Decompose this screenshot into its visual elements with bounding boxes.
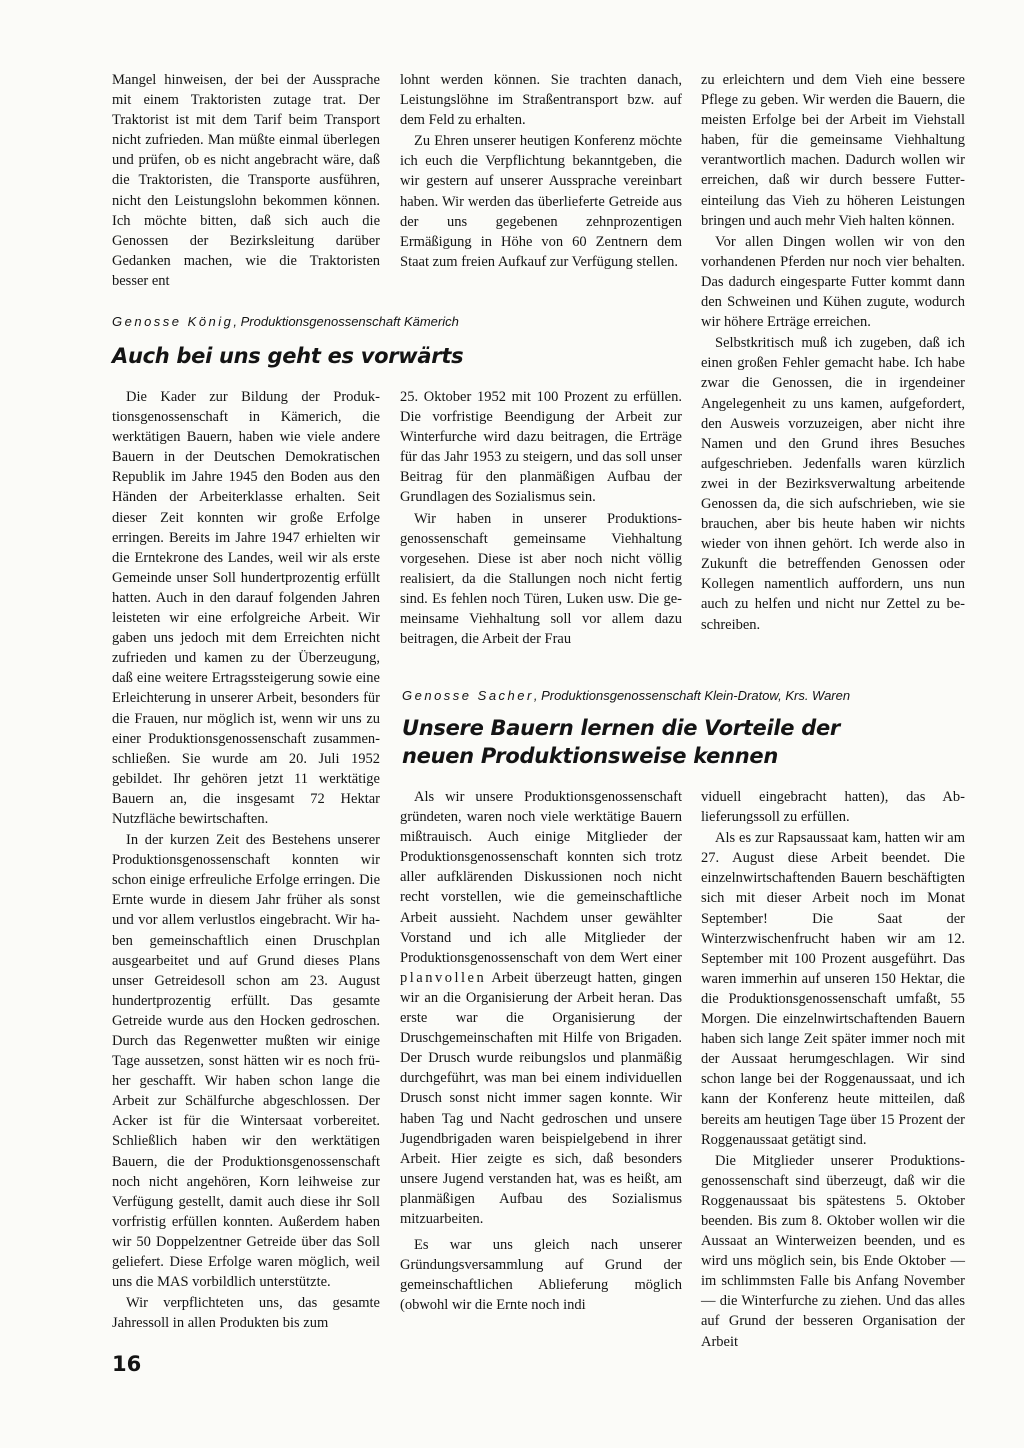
article1-column-2 [400, 387, 682, 649]
paragraph: Selbstkritisch muß ich zugeben, daß ich einen großen Fehler gemacht habe. Ich habe zwar die Genossen, die in irgendeiner Angelegenheit zu uns kamen, aufgefordert, den Ausweis vorzuzeigen, aber nicht ihre Namen und den Grund ihres Besuches aufgeschrieben. Jedenfalls waren kürzlich zwei in der Bezirksverwaltung arbeitende Genossen da, die sich aufschrieben, wie sie brauchen, aber bis heute haben wir nichts wieder von ihnen gehört. Ich werde also in Zukunft die betreffenden Genossen oder Kollegen namentlich auffordern, uns nun auch zu helfen und nicht nur Zettel zu beschreiben. [701, 335, 965, 633]
article1-column-3 [701, 70, 965, 635]
text-run: Arbeit überzeugt hatten, gingen wir an die Organisierung der Arbeit heran. Das erste war die Organisierung der Druschgemeinschaften mit Hilfe von Brigaden. Der Drusch wurde reibungslos und planmäßig durchgeführt, was man bei einem individuellen Drusch sonst nicht immer sagen konnte. Wir haben Tag und Nacht gedroschen und unsere Jugendbrigaden waren beispielgebend in ihrer Arbeit. Hier zeigte es sich, daß besonders unsere Jugend verstanden hat, was es heißt, am planmäßigen Aufbau des Sozialismus mitzuarbeiten. [400, 969, 682, 1227]
article2-column-2 [701, 787, 965, 1352]
paragraph: Die Kader zur Bildung der Produktionsgenossenschaft in Kämerich, die werktätigen Bauern, haben wie viele andere Bauern in der Deutschen Demokratischen Republik im Jahre 1945 den Boden aus den Händen der Arbeiterklasse erhalten. Seit dieser Zeit konnten wir große Erfolge erringen. Bereits im Jahre 1947 erhielten wir die Erntekrone des Landes, weil wir als erste Gemeinde unser Soll hundertprozentig erfüllt hatten. Auch in den darauf folgenden Jahren leisteten wir eine erfolgreiche Arbeit. Wir gaben uns jedoch mit dem Erreichten nicht zufrieden und kamen zu der Überzeugung, daß eine weitere Ertragssteigerung sowie eine Erleichterung in unserer Arbeit, besonders für die Frauen, nur möglich ist, wenn wir uns zu einer Produktionsgenossenschaft zusammenschließen. Sie wurde am 20. Juli 1952 gebildet. Ihr gehören jetzt 11 werktätige Bauern an, die insgesamt 72 Hektar Nutzfläche bewirtschaften. [112, 389, 380, 827]
emphasis-text: planvollen [400, 969, 487, 986]
paragraph: 25. Oktober 1952 mit 100 Prozent zu erfüllen. Die vorfristige Beendigung der Arbeit zur Winterfurche wird dazu beitragen, die Erträge für das Jahr 1953 zu steigern, und das soll unser Beitrag für den planmäßigen Aufbau der Grundlagen des Sozialismus sein. [400, 389, 682, 506]
paragraph: Wir haben in unserer Produktionsgenossenschaft gemeinsame Viehhaltung vorgesehen. Diese ist aber noch nicht völlig realisiert, da die Stallungen noch nicht fertig sind. Es fehlen noch Türen, Luken usw. Die gemeinsame Viehhaltung soll vor allem dazu beitragen, die Arbeit der Frau [400, 510, 682, 648]
article2-headline [402, 714, 840, 770]
paragraph [400, 1235, 682, 1315]
intro-column-1 [112, 70, 380, 291]
paragraph: Vor allen Dingen wollen wir von den vorhandenen Pferden nur noch vier behalten. Das dadurch eingesparte Futter kommt dann den Schweinen und Kühen zugute, wodurch wir höhere Erträge erreichen. [701, 233, 965, 331]
headline-line: neuen Produktionsweise kennen [402, 744, 778, 768]
article1-column-1 [112, 387, 380, 1333]
paragraph: Mangel hinweisen, der bei der Aussprache mit einem Traktoristen zutage trat. Der Traktorist ist mit dem Tarif beim Transport nicht zufrieden. Man müßte einmal überlegen und prüfen, ob es nicht angebracht wäre, daß die Traktoristen, die Transporte ausführen, nicht den Leistungslohn bekommen können. Ich möchte bitten, daß sich auch die Genossen der Bezirksleitung darüber Gedanken machen, wie die Traktoristen besser ent [112, 72, 380, 289]
headline-line: Unsere Bauern lernen die Vorteile der [402, 716, 840, 740]
article1-byline [112, 314, 459, 329]
article2-byline [402, 688, 850, 703]
intro-column-2 [400, 70, 682, 272]
author-org: , Produktionsgenossenschaft Kämerich [233, 314, 459, 329]
paragraph: Als es zur Rapsaussaat kam, hatten wir am 27. August diese Arbeit beendet. Die einzelnwirtschaftenden Bauern beschäftigten sich mit dieser Arbeit noch im Monat September! Die Saat der Winterzwischenfrucht haben wir am 12. September mit 100 Prozent ausgeführt. Das waren immerhin auf unseren 150 Hektar, die die Produktionsgenossenschaft umfaßt, 55 Morgen. Die einzelnwirtschaftenden Bauern haben sich lange Zeit später immer noch mit der Aussaat herumgeschlagen. Wir sind schon lange bei der Roggenaussaat, und ich kann der Konferenz heute mitteilen, daß bereits am heutigen Tage über 15 Prozent der Roggenaussaat getätigt sind. [701, 830, 965, 1148]
page-number: 16 [112, 1352, 142, 1376]
article1-headline: Auch bei uns geht es vorwärts [112, 344, 464, 368]
paragraph: Zu Ehren unserer heutigen Konferenz möchte ich euch die Verpflichtung bekanntgeben, die wir gestern auf unserer Aussprache vereinbart haben. Wir werden das überlieferte Getreide aus der uns gegebenen zehnprozentigen Ermäßigung in Höhe von 60 Zentnern dem Staat zum freien Aufkauf zur Verfügung stellen. [400, 133, 682, 270]
author-name: Genosse Sacher [402, 688, 534, 703]
article2-column-1 [400, 787, 682, 1315]
author-name: Genosse König [112, 314, 234, 329]
paragraph: In der kurzen Zeit des Bestehens unserer Produktionsgenossenschaft konnten wir schon einige erfreuliche Erfolge erringen. Die Ernte wurde in diesem Jahr früher als sonst und vor allem verlustlos eingebracht. Wir haben gemeinschaftlich einen Druschplan ausgearbeitet und auf Grund dieses Plans unser Getreidesoll schon am 23. August hundertprozentig erfüllt. Das gesamte Getreide wurde aus den Hocken gedroschen. Durch das Regenwetter mußten wir einige Tage aussetzen, sonst hätten wir es noch früher geschafft. Wir haben schon lange die Arbeit zur Schälfurche abgeschlossen. Der Acker ist für die Wintersaat vorbereitet. Schließlich haben wir den werktätigen Bauern, die der Produktionsgenossenschaft noch nicht angehören, Korn leihweise zur Verfügung gestellt, damit auch diese ihr Soll vorfristig erfüllen konnten. Außerdem haben wir 50 Doppelzentner Getreide über das Soll geliefert. Diese Erfolge waren möglich, weil uns die MAS vorbildlich unterstützte. [112, 832, 380, 1291]
text-run: Es war uns gleich nach unserer Gründungsversammlung auf Grund der gemeinschaftlichen Ablieferung möglich (obwohl wir die Ernte noch indi [400, 1237, 682, 1314]
paragraph: Wir verpflichteten uns, das gesamte Jahressoll in allen Produkten bis zum [112, 1295, 380, 1332]
paragraph: zu erleichtern und dem Vieh eine bessere Pflege zu geben. Wir werden die Bauern, die meisten Erfolge bei der Arbeit im Viehstall haben, für die gemeinsame Viehhaltung verantwortlich machen. Dadurch wollen wir erreichen, daß wir durch bessere Futtereinteilung das Vieh zu höheren Leistungen bringen und auch mehr Vieh halten können. [701, 72, 965, 229]
paragraph: Die Mitglieder unserer Produktionsgenossenschaft sind überzeugt, daß wir die Roggenaussaat bis spätestens 5. Oktober beenden. Bis zum 8. Oktober wollen wir die Aussaat an Winterweizen beenden, und es wird uns möglich sein, bis Ende Oktober — im schlimmsten Falle bis Anfang November — die Winterfurche zu ziehen. Und das alles auf Grund der besseren Organisation der Arbeit [701, 1152, 965, 1350]
author-org: , Produktionsgenossenschaft Klein-Dratow, Krs. Waren [533, 688, 851, 703]
text-run: Als wir unsere Produktionsgenossenschaft gründeten, waren noch viele werktätige Bauern mißtrauisch. Auch einige Mitglieder der Produktionsgenossenschaft konnten sich trotz aller aufklärenden Diskussionen noch nicht recht vorstellen, wie die gemeinschaftliche Arbeit aussieht. Nachdem unser gewählter Vorstand und ich alle Mitglieder der Produktionsgenossenschaft von dem Wert einer [400, 789, 682, 966]
paragraph: lohnt werden können. Sie trachten danach, Leistungslöhne im Straßentransport bzw. auf dem Feld zu erhalten. [400, 72, 682, 129]
paragraph [400, 787, 682, 1229]
paragraph: viduell eingebracht hatten), das Ablieferungssoll zu erfüllen. [701, 789, 965, 826]
